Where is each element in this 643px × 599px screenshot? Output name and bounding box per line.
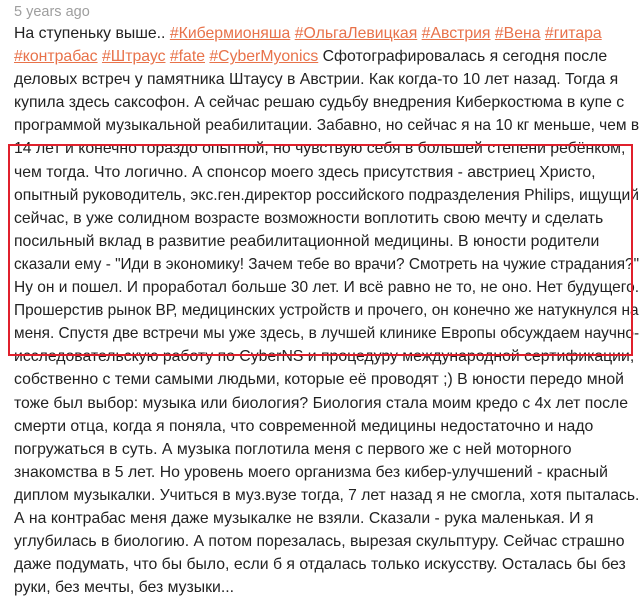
post-line: деловых встреч у памятника Штаусу в Австрии. Как когда-то 10 лет назад. Тогда я	[14, 71, 619, 89]
post-line: Прошерстив рынок ВР, медицинских устройств и прочего, он конечно же натукнулся на	[14, 302, 639, 320]
post-line: купила здесь саксофон. А сейчас решаю судьбу внедрения Киберкостюма в купе с	[14, 94, 625, 112]
post-line-1	[14, 22, 638, 45]
post-line-text: Сфотографировалась я сегодня после	[322, 48, 608, 66]
post	[14, 0, 638, 599]
post-line: смерти отца, когда я поняла, что современной медицины недостаточно и надо	[14, 417, 594, 435]
post-intro: На ступеньку выше..	[14, 25, 166, 42]
post-line: сказали ему - "Иди в экономику! Зачем тебе во врачи? Смотреть на чужие страдания?"	[14, 255, 640, 273]
post-line: знакомства в 5 лет. Но уровень моего организма без кибер-улучшений - красный	[14, 463, 608, 481]
post-line: программой музыкальной реабилитации. Забавно, но сейчас я на 10 кг меньше, чем в	[14, 117, 640, 135]
post-line: посильный вклад в развитие реабилитационной медицины. В юности родители	[14, 232, 600, 250]
post-line: диплом музыкалки. Учиться в муз.вузе тогда, 7 лет назад я не смогла, хотя пыталась.	[14, 486, 640, 504]
hashtag-link[interactable]: #Вена	[494, 25, 541, 42]
post-timestamp: 5 years ago	[14, 4, 90, 20]
post-line: Ну он и пошел. И проработал больше 30 лет. И всё равно не то, не оно. Нет будущего.	[14, 279, 640, 297]
post-line: тоже был выбор: музыка или биология? Биология стала моим кредо с 4х лет после	[14, 394, 629, 412]
hashtag-link[interactable]: #Кибермионяша	[169, 25, 291, 42]
post-line: меня. Спустя две встречи мы уже здесь, в лучшей клинике Европы обсуждаем научно-	[14, 325, 640, 343]
post-line: чем тогда. Что логично. А спонсор моего здесь присутствия - австриец Христо,	[14, 163, 596, 181]
post-line: А на контрабас меня даже музыкалке не взяли. Сказали - рука маленькая. И я	[14, 509, 594, 527]
post-line: руки, без мечты, без музыки...	[14, 579, 235, 597]
hashtag-link[interactable]: #CyberMyonics	[209, 48, 319, 66]
hashtag-link[interactable]: #Австрия	[421, 25, 491, 42]
post-line: опытный руководитель, экс.ген.директор российского подразделения Philips, ищущий	[14, 186, 640, 204]
post-text	[14, 22, 638, 599]
hashtag-link[interactable]: #Штраус	[101, 48, 166, 66]
post-line-2	[14, 45, 638, 68]
post-line: углубилась в биологию. А потом порезалась, вырезая скульптуру. Сейчас страшно	[14, 533, 625, 551]
post-line: собственно с теми самыми людьми, которые её проводят ;) В юности передо мной	[14, 371, 624, 389]
hashtag-link[interactable]: #гитара	[544, 25, 602, 42]
post-line: погружаться в суть. А музыка поглотила меня с первого же с ней моторного	[14, 440, 572, 458]
post-line: 14 лет и конечно гораздо опытной, но чувствую себя в большей степени ребёнком,	[14, 140, 626, 158]
hashtag-link[interactable]: #ОльгаЛевицкая	[294, 25, 418, 42]
hashtag-link[interactable]: #контрабас	[14, 48, 98, 66]
post-line: даже подумать, что бы было, если б я отдалась только искусству. Осталась бы без	[14, 556, 626, 574]
hashtag-link[interactable]: #fate	[169, 48, 205, 66]
post-line: сейчас, в уже солидном возрасте возможности воплотить свою мечту и сделать	[14, 209, 604, 227]
post-line: исследовательскую работу по CyberNS и процедуру международной сертификации,	[14, 348, 635, 366]
